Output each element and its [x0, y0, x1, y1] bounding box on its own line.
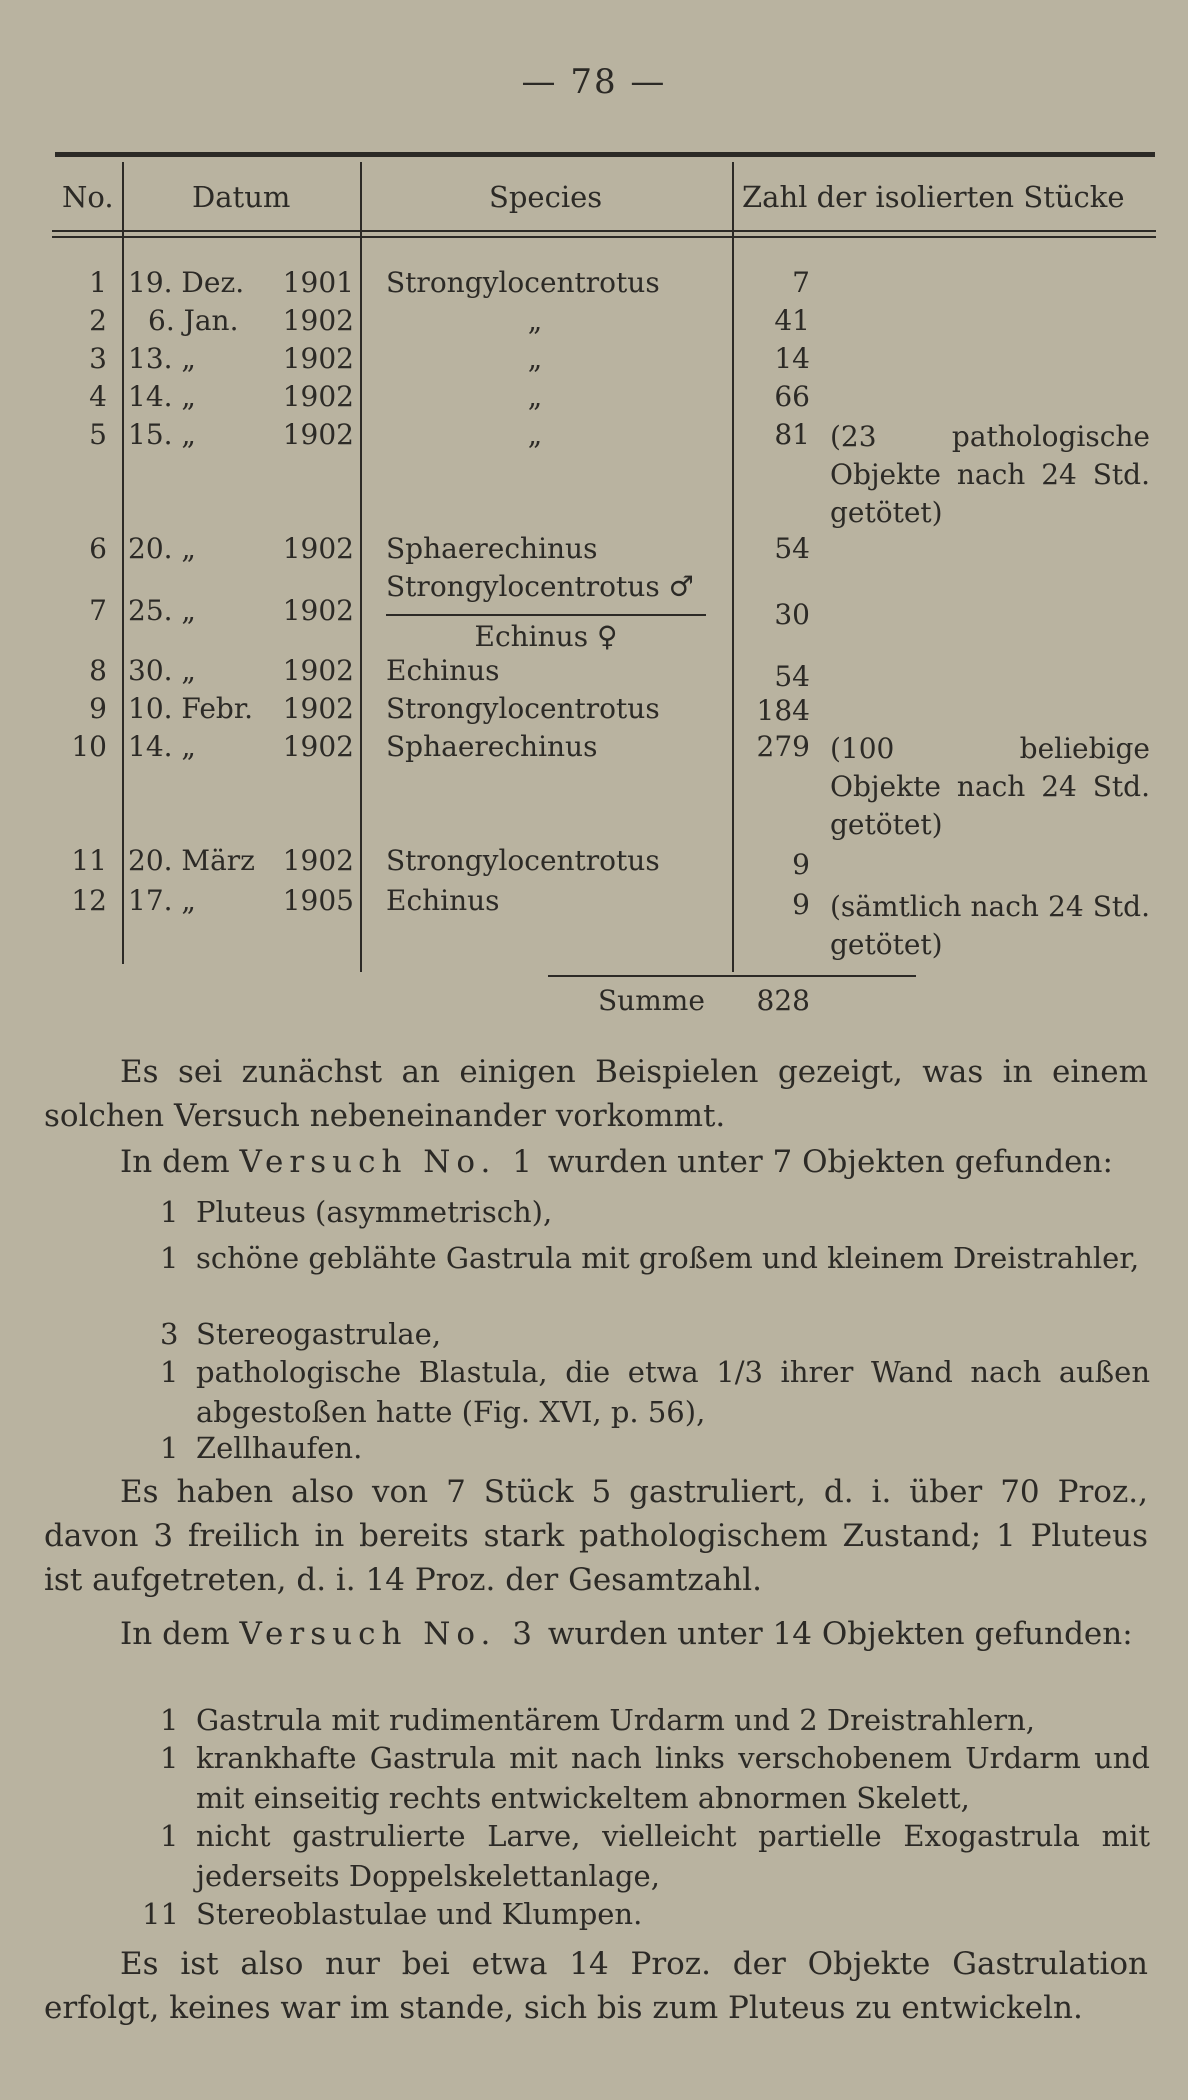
- row-8-count: 54: [774, 660, 810, 693]
- row-1-species: Strongylocentrotus: [386, 266, 660, 299]
- paragraph-result-1: Es haben also von 7 Stück 5 gastruliert, d. i. über 70 Proz., davon 3 freilich in bereits stark pathologischem Zustand; 1 Pluteus ist aufgetreten, d. i. 14 Proz. der Gesamtzahl.: [44, 1474, 1148, 1598]
- row-10-no: 10: [71, 730, 107, 763]
- row-3-year: 1902: [282, 342, 354, 375]
- list1-item-1-text: Pluteus (asymmetrisch),: [196, 1195, 553, 1229]
- row-1-count: 7: [792, 266, 810, 299]
- row-1-year: 1901: [282, 266, 354, 299]
- row-9-year: 1902: [282, 692, 354, 725]
- row-6-count: 54: [774, 532, 810, 565]
- list2-item-4-text: Stereoblastulae und Klumpen.: [196, 1897, 643, 1931]
- versuch-1-post: wurden unter 7 Objekten gefunden:: [547, 1144, 1113, 1180]
- row-11-year: 1902: [282, 844, 354, 877]
- row-8-year: 1902: [282, 654, 354, 687]
- row-7-species-2: Echinus ♀: [474, 620, 618, 653]
- column-divider-3: [732, 162, 734, 972]
- row-10-count: 279: [756, 730, 810, 763]
- paragraph-versuch-1: [120, 1140, 1150, 1184]
- column-divider-1: [122, 162, 124, 964]
- row-2-count: 41: [774, 304, 810, 337]
- row-7-count: 30: [774, 598, 810, 631]
- row-1-no: 1: [89, 266, 107, 299]
- row-4-species: „: [527, 380, 543, 413]
- row-11-count: 9: [792, 848, 810, 881]
- row-5-day: 15. „: [128, 418, 196, 451]
- header-no: No.: [62, 180, 114, 214]
- list2-item-2-num: 1: [160, 1741, 179, 1775]
- paragraph-versuch-3: [44, 1612, 1148, 1656]
- row-5-no: 5: [89, 418, 107, 451]
- row-3-day: 13. „: [128, 342, 196, 375]
- versuch-1-label: Versuch No. 1: [239, 1144, 538, 1180]
- sum-label: Summe: [598, 984, 705, 1017]
- row-10-year: 1902: [282, 730, 354, 763]
- row-5-species: „: [527, 418, 543, 451]
- row-4-day: 14. „: [128, 380, 196, 413]
- list2-item-2-text: krankhafte Gastrula mit nach links verschobenem Urdarm und mit einseitig rechts entwickeltem abnormen Skelett,: [196, 1741, 1150, 1815]
- header-datum: Datum: [192, 180, 291, 214]
- row-4-year: 1902: [282, 380, 354, 413]
- list1-item-5-text: Zellhaufen.: [196, 1431, 363, 1465]
- paragraph-conclusion: Es ist also nur bei etwa 14 Proz. der Objekte Gastrulation erfolgt, keines war im stande, sich bis zum Pluteus zu entwickeln.: [44, 1946, 1148, 2026]
- row-10-species: Sphaerechinus: [386, 730, 598, 763]
- list1-item-2-text: schöne geblähte Gastrula mit großem und kleinem Dreistrahler,: [196, 1241, 1140, 1275]
- row-2-year: 1902: [282, 304, 354, 337]
- row-4-no: 4: [89, 380, 107, 413]
- header-bottom-rule-2: [52, 236, 1156, 238]
- row-11-species: Strongylocentrotus: [386, 844, 660, 877]
- header-bottom-rule: [52, 230, 1156, 232]
- column-divider-2: [360, 162, 362, 972]
- row-5-note: (23 pathologische Objekte nach 24 Std. getötet): [830, 420, 1150, 529]
- row-5-year: 1902: [282, 418, 354, 451]
- row-1-day: 19. Dez.: [128, 266, 245, 299]
- header-species: Species: [489, 180, 603, 214]
- row-6-no: 6: [89, 532, 107, 565]
- table-top-rule: [55, 152, 1155, 157]
- row-4-count: 66: [774, 380, 810, 413]
- list1-item-3-text: Stereogastrulae,: [196, 1317, 442, 1351]
- versuch-3-pre: In dem: [120, 1616, 230, 1652]
- row-2-day: 6. Jan.: [148, 304, 239, 337]
- row-6-species: Sphaerechinus: [386, 532, 598, 565]
- row-12-species: Echinus: [386, 884, 500, 917]
- row-11-no: 11: [71, 844, 107, 877]
- row-10-day: 14. „: [128, 730, 196, 763]
- row-6-day: 20. „: [128, 532, 196, 565]
- list1-item-1-num: 1: [160, 1195, 179, 1229]
- row-2-species: „: [527, 304, 543, 337]
- row-6-year: 1902: [282, 532, 354, 565]
- versuch-3-post: wurden unter 14 Objekten gefunden:: [547, 1616, 1133, 1652]
- row-9-no: 9: [89, 692, 107, 725]
- paragraph-intro: Es sei zunächst an einigen Beispielen gezeigt, was in einem solchen Versuch nebeneinander vorkommt.: [44, 1054, 1148, 1134]
- list2-item-1-text: Gastrula mit rudimentärem Urdarm und 2 Dreistrahlern,: [196, 1703, 1036, 1737]
- row-3-no: 3: [89, 342, 107, 375]
- list2-item-3-num: 1: [160, 1819, 179, 1853]
- list1-item-5-num: 1: [160, 1431, 179, 1465]
- page-number: — 78 —: [521, 62, 667, 102]
- row-8-species: Echinus: [386, 654, 500, 687]
- list1-item-3-num: 3: [160, 1317, 179, 1351]
- versuch-1-pre: In dem: [120, 1144, 230, 1180]
- row-12-note: (sämtlich nach 24 Std. getötet): [830, 890, 1150, 961]
- row-12-year: 1905: [282, 884, 354, 917]
- row-3-count: 14: [774, 342, 810, 375]
- list2-item-3-text: nicht gastrulierte Larve, vielleicht partielle Exogastrula mit jederseits Doppelskelettanlage,: [196, 1819, 1150, 1893]
- row-9-species: Strongylocentrotus: [386, 692, 660, 725]
- row-7-fraction-line: [386, 614, 706, 616]
- list1-item-2-num: 1: [160, 1241, 179, 1275]
- row-11-day: 20. März: [128, 844, 255, 877]
- row-10-note: (100 beliebige Objekte nach 24 Std. getötet): [830, 732, 1150, 841]
- list1-item-4-num: 1: [160, 1355, 179, 1389]
- row-5-count: 81: [774, 418, 810, 451]
- list1-item-4-text: pathologische Blastula, die etwa 1/3 ihrer Wand nach außen abgestoßen hatte (Fig. XVI, p. 56),: [196, 1355, 1150, 1429]
- row-12-count: 9: [792, 888, 810, 921]
- row-9-day: 10. Febr.: [128, 692, 254, 725]
- row-7-no: 7: [89, 594, 107, 627]
- row-2-no: 2: [89, 304, 107, 337]
- list2-item-4-num: 11: [142, 1897, 179, 1931]
- row-12-no: 12: [71, 884, 107, 917]
- row-8-day: 30. „: [128, 654, 196, 687]
- list2-item-1-num: 1: [160, 1703, 179, 1737]
- row-8-no: 8: [89, 654, 107, 687]
- row-9-count: 184: [756, 694, 810, 727]
- sum-rule: [548, 975, 916, 977]
- row-12-day: 17. „: [128, 884, 196, 917]
- row-3-species: „: [527, 342, 543, 375]
- row-7-species: Strongylocentrotus ♂: [386, 570, 694, 603]
- header-zahl: Zahl der isolierten Stücke: [742, 180, 1125, 214]
- versuch-3-label: Versuch No. 3: [239, 1616, 538, 1652]
- row-7-day: 25. „: [128, 594, 196, 627]
- sum-value: 828: [756, 984, 810, 1017]
- row-7-year: 1902: [282, 594, 354, 627]
